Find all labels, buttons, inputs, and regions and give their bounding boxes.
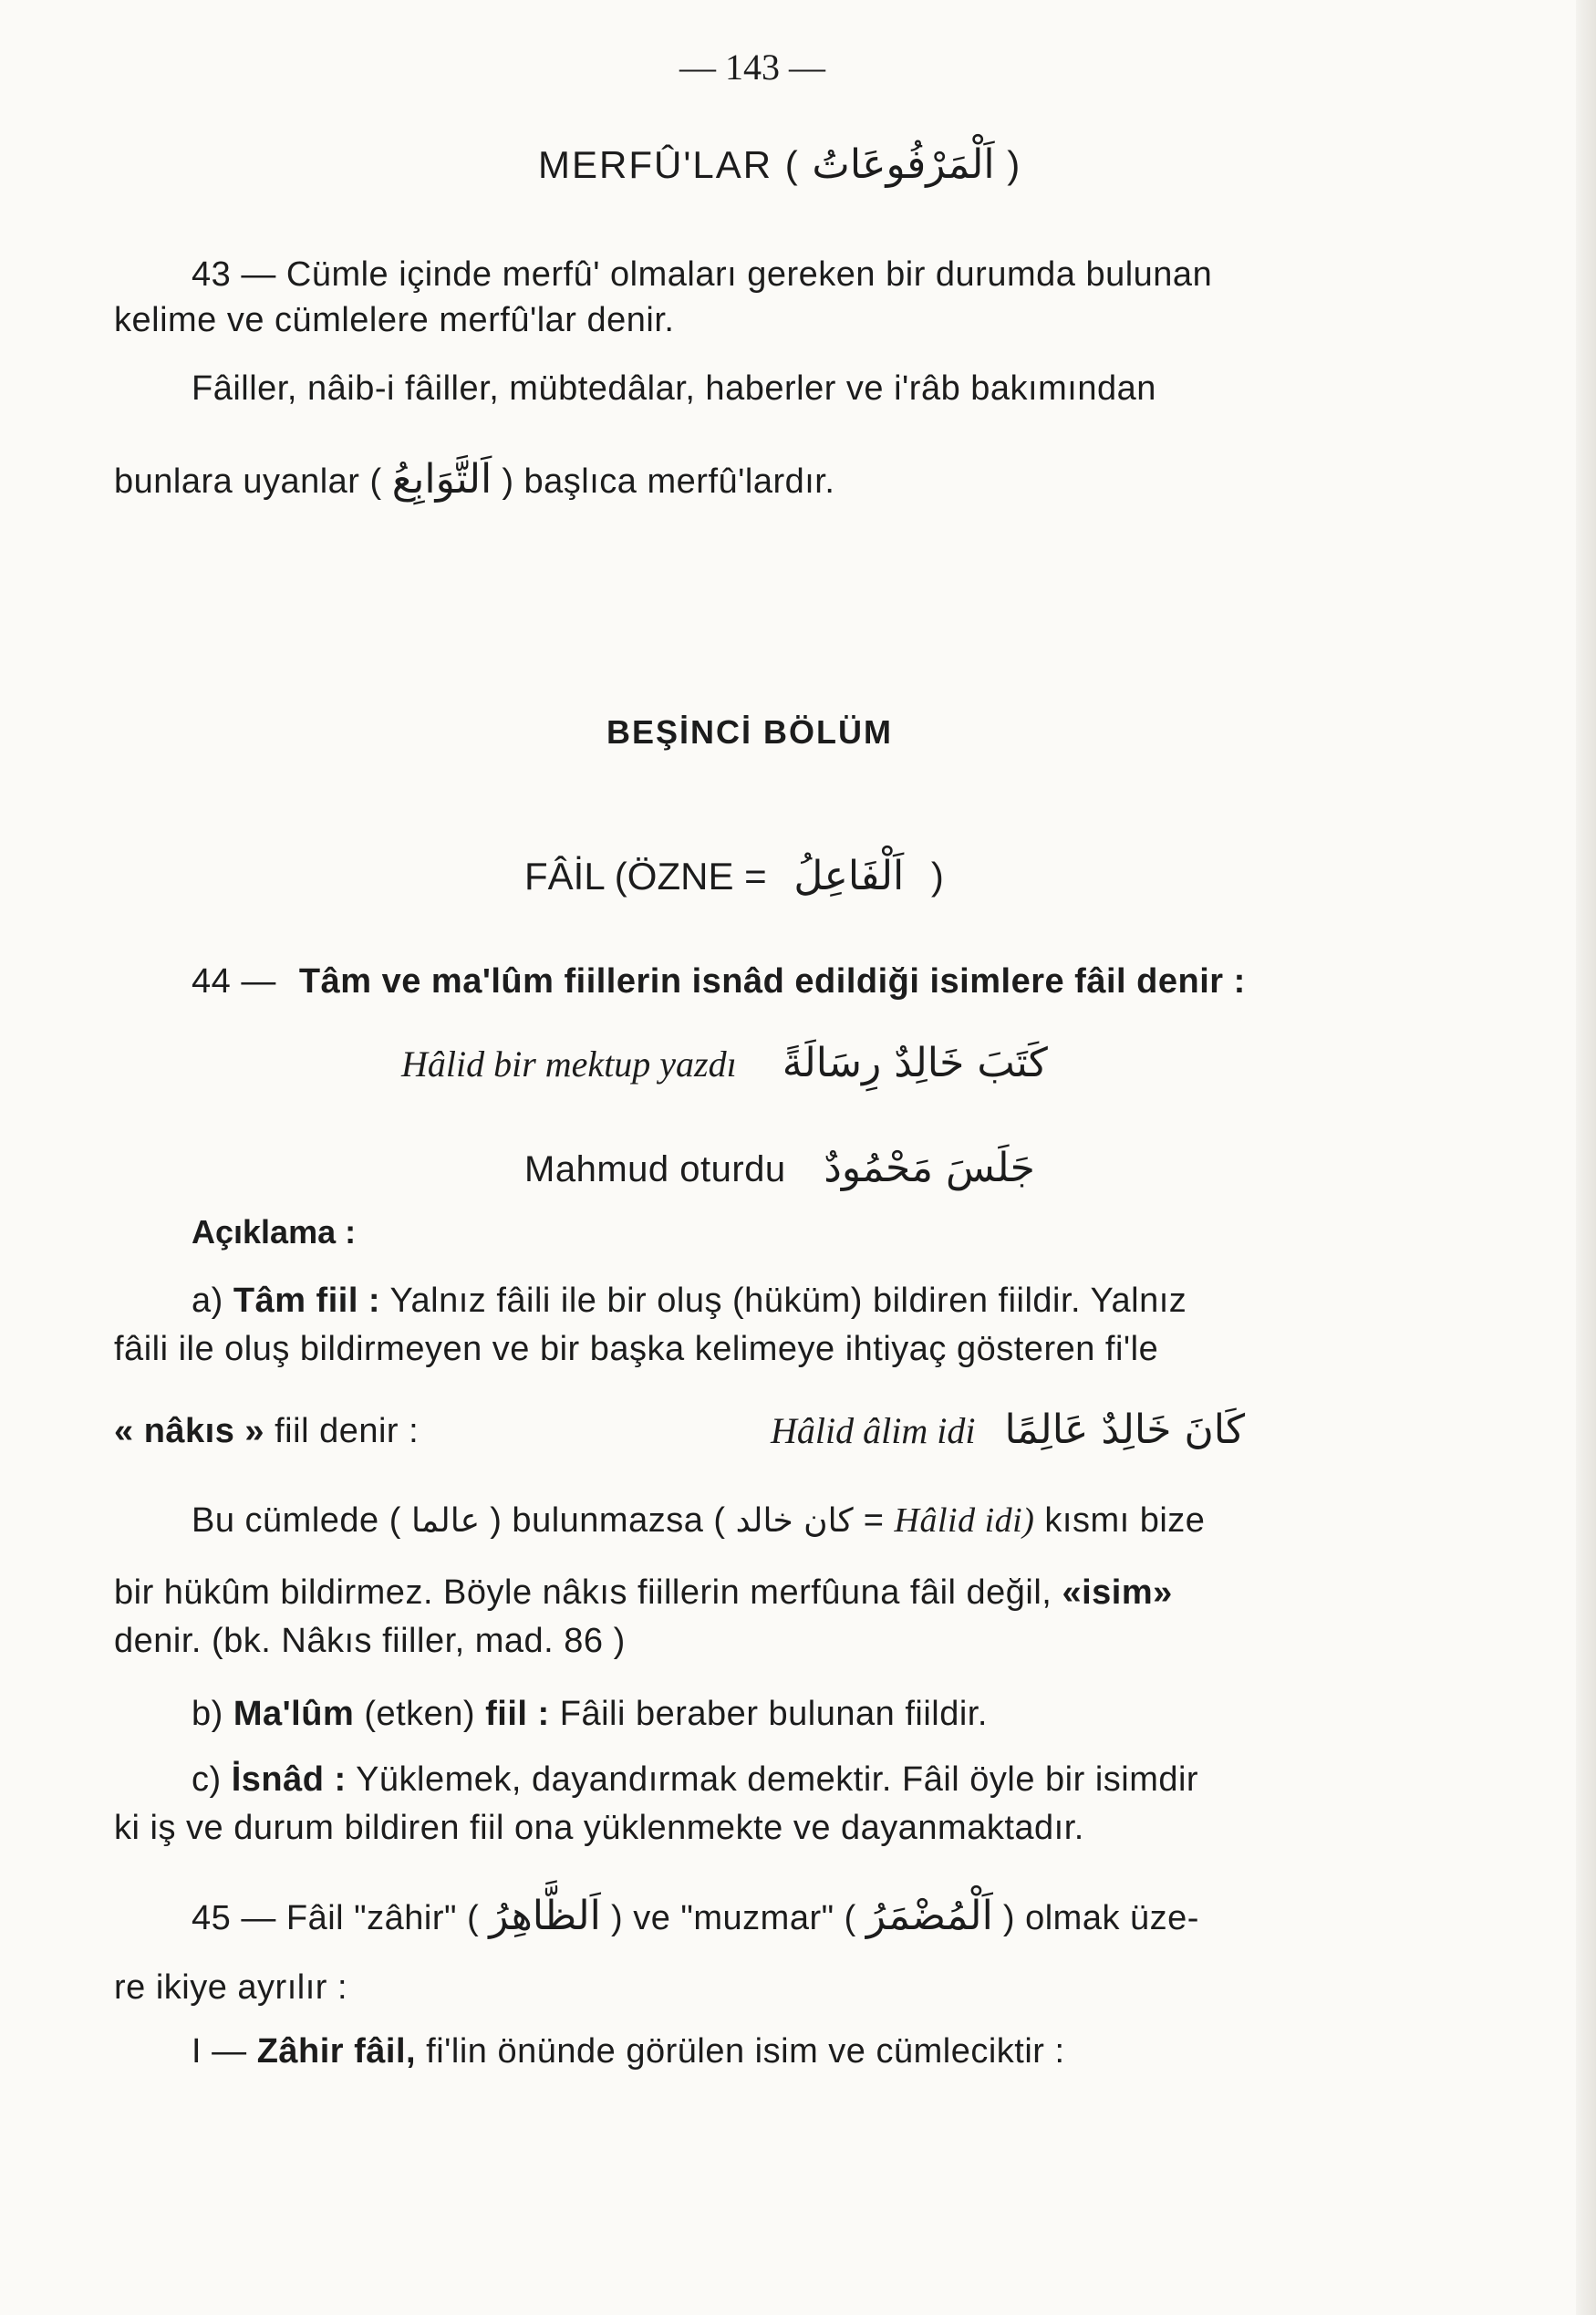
item-c-line1 xyxy=(192,1760,1198,1800)
item-a-line4-b: ) bulunmazsa ( xyxy=(490,1501,726,1540)
item-a-line6: denir. (bk. Nâkıs fiiller, mad. 86 ) xyxy=(114,1622,626,1660)
item-I-term: Zâhir fâil, xyxy=(256,2032,417,2071)
item-c-line2: ki iş ve durum bildiren fiil ona yüklenmekte ve dayanmaktadır. xyxy=(114,1809,1084,1847)
para45-c: ) olmak üze- xyxy=(1002,1899,1199,1937)
example2-arabic: جَلَسَ مَحْمُودٌ xyxy=(824,1145,1035,1191)
item-a-line1 xyxy=(192,1282,1187,1321)
item-b-text: Fâili beraber bulunan fiildir. xyxy=(559,1695,988,1733)
item-a-line4-italic: Hâlid idi) xyxy=(894,1501,1035,1540)
para43-line4 xyxy=(114,456,834,503)
para44-number: 44 — xyxy=(192,962,276,1001)
item-a-line5-a: bir hükûm bildirmez. Böyle nâkıs fiillerin merfûuna fâil değil, xyxy=(114,1573,1052,1612)
para43-line2: kelime ve cümlelere merfû'lar denir. xyxy=(114,301,675,339)
item-I-text: fi'lin önünde görülen isim ve cümleciktir : xyxy=(426,2032,1065,2071)
heading-merfular xyxy=(538,141,1021,188)
example1-arabic: كَتَبَ خَالِدٌ رِسَالَةً xyxy=(782,1040,1048,1086)
item-a-line3 xyxy=(114,1412,419,1451)
para45-line1 xyxy=(192,1893,1199,1939)
item-I xyxy=(192,2032,1065,2071)
page-number: — 143 — xyxy=(679,47,825,88)
item-a-fiil-denir: fiil denir : xyxy=(275,1412,420,1450)
item-a-example-arabic: كَانَ خَالِدٌ عَالِمًا xyxy=(1004,1407,1246,1453)
paren-open: ( xyxy=(784,143,800,186)
para43-line1: 43 — Cümle içinde merfû' olmaları gereken bir durumda bulunan xyxy=(192,255,1213,294)
arabic-zahir: اَلظَّاهِرُ xyxy=(489,1893,601,1939)
item-a-line2: fâili ile oluş bildirmeyen ve bir başka kelimeye ihtiyaç gösteren fi'le xyxy=(114,1330,1159,1368)
item-a-text1: Yalnız fâili ile bir oluş (hüküm) bildiren fiildir. Yalnız xyxy=(389,1282,1187,1320)
arabic-muzmar: اَلْمُضْمَرُ xyxy=(865,1893,993,1939)
item-a-example-latin: Hâlid âlim idi xyxy=(771,1410,976,1451)
item-b-term: Ma'lûm xyxy=(233,1695,355,1733)
equals-sign: = xyxy=(863,1501,885,1540)
heading-merfular-arabic: اَلْمَرْفُوعَاتُ xyxy=(812,141,995,188)
paren-close: ) xyxy=(1007,143,1022,186)
para45-line2: re ikiye ayrılır : xyxy=(114,1968,348,2007)
item-b-etken: (etken) xyxy=(364,1695,476,1733)
heading-fail-latin: FÂİL (ÖZNE = xyxy=(524,855,767,898)
para44-definition: Tâm ve ma'lûm fiillerin isnâd edildiği isimlere fâil denir : xyxy=(298,962,1246,1001)
item-a-example xyxy=(771,1407,1245,1453)
para43-line3: Fâiller, nâib-i fâiller, mübtedâlar, haberler ve i'râb bakımından xyxy=(192,369,1156,408)
para44-line xyxy=(192,962,1246,1002)
aciklama-label: Açıklama : xyxy=(192,1213,357,1251)
item-a-isim: «isim» xyxy=(1062,1573,1173,1612)
para43-line4-after: ) başlıca merfû'lardır. xyxy=(502,462,835,501)
arabic-tawabi: اَلتَّوَابِعُ xyxy=(391,456,492,503)
example1 xyxy=(401,1040,1048,1086)
arabic-aliman: عالما xyxy=(410,1502,481,1540)
para45-b: ) ve "muzmar" ( xyxy=(610,1899,856,1937)
item-a-term: Tâm fiil : xyxy=(233,1282,381,1320)
example1-latin: Hâlid bir mektup yazdı xyxy=(401,1043,737,1085)
example2 xyxy=(524,1145,1035,1191)
heading-fail-arabic: اَلْفَاعِلُ xyxy=(793,853,905,899)
item-b xyxy=(192,1695,988,1734)
item-b-fiil: fiil : xyxy=(485,1695,550,1733)
item-c-text1: Yüklemek, dayandırmak demektir. Fâil öyle bir isimdir xyxy=(356,1760,1199,1799)
item-a-nakis: « nâkıs » xyxy=(114,1412,265,1450)
para45-a: 45 — Fâil "zâhir" ( xyxy=(192,1899,480,1937)
para43-line4-before: bunlara uyanlar ( xyxy=(114,462,382,501)
item-a-line4 xyxy=(192,1500,1205,1541)
item-I-prefix: I — xyxy=(192,2032,247,2071)
page-edge xyxy=(1576,0,1596,2315)
item-c-term: İsnâd : xyxy=(231,1760,347,1799)
item-a-line5 xyxy=(114,1573,1173,1613)
heading-merfular-latin: MERFÛ'LAR xyxy=(538,143,773,186)
item-b-prefix: b) xyxy=(192,1695,223,1733)
item-a-line4-c: kısmı bize xyxy=(1044,1501,1206,1540)
example2-latin: Mahmud oturdu xyxy=(524,1149,786,1189)
heading-fail xyxy=(524,853,944,899)
arabic-kana-halid: كان خالد xyxy=(735,1502,854,1540)
section-title: BEŞİNCİ BÖLÜM xyxy=(606,713,893,751)
heading-fail-close: ) xyxy=(930,855,944,898)
item-a-prefix: a) xyxy=(192,1282,223,1320)
item-a-line4-a: Bu cümlede ( xyxy=(192,1501,401,1540)
item-c-prefix: c) xyxy=(192,1760,222,1799)
